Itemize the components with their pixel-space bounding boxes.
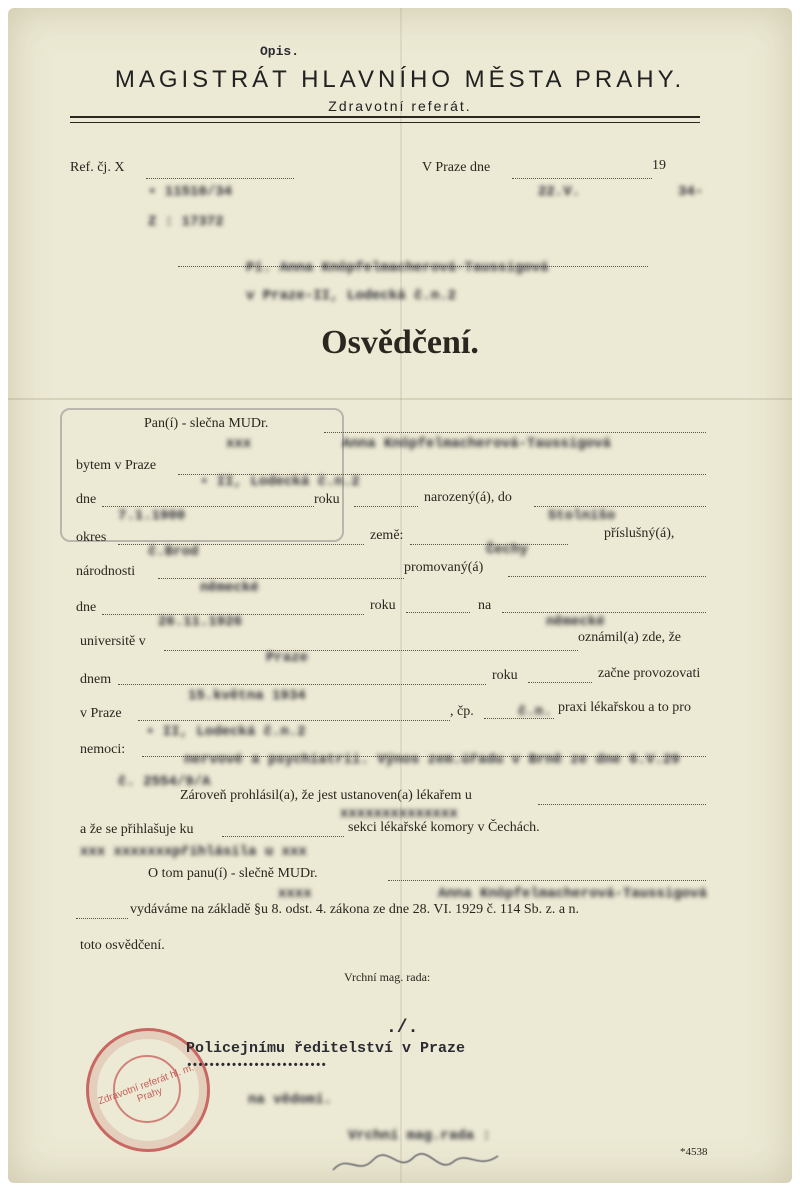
- praxi-label: praxi lékařskou a to pro: [558, 700, 691, 715]
- zeme-value: Čechy: [486, 542, 529, 558]
- narozeny-dots: [534, 506, 706, 507]
- oznamil-label: oznámil(a) zde, že: [578, 630, 681, 645]
- promotion-date: 26.11.1926: [158, 614, 243, 630]
- practice-address: • II, Lodecká č.n.2: [146, 724, 306, 740]
- office-title: MAGISTRÁT HLAVNÍHO MĚSTA PRAHY.: [114, 66, 686, 93]
- diseases-cont: č. 2554/9/A: [118, 774, 211, 790]
- dne-label: dne: [76, 492, 97, 507]
- narodnosti-dots: [158, 578, 404, 579]
- cp-value: č.n.: [518, 704, 552, 720]
- na-vedomi: na vědomí.: [248, 1092, 333, 1108]
- sign-label: Vrchní mag. rada:: [344, 970, 431, 984]
- zeme-label: země:: [370, 528, 404, 543]
- na-dots: [502, 612, 706, 613]
- address-value: • II, Lodecká č.n.2: [200, 474, 360, 490]
- section-value: xxxxxxxxxxxxxx: [340, 806, 458, 822]
- police-line: Policejnímu ředitelství v Praze: [186, 1040, 466, 1057]
- police-dots: •••••••••••••••••••••••••: [186, 1060, 327, 1072]
- year-value: 34-: [678, 184, 704, 200]
- ref-number: • 11510/34: [148, 184, 233, 200]
- ref-dots: [146, 178, 294, 179]
- otom-prefix: xxxx: [278, 886, 312, 902]
- place-date-label: V Praze dne: [422, 160, 491, 175]
- department-name: Zdravotní referát.: [328, 98, 472, 114]
- zacne-label: začne provozovati: [598, 666, 701, 681]
- nationality-value: německé: [200, 580, 259, 596]
- vydavame-dots: [76, 918, 128, 919]
- university-city: Praze: [266, 650, 309, 666]
- sekci-label: sekci lékařské komory v Čechách.: [348, 820, 540, 835]
- vrchni-typed: Vrchní mag.rada :: [348, 1128, 491, 1144]
- roku-label: roku: [314, 492, 340, 507]
- roku-dots: [354, 506, 418, 507]
- pan-label: Pan(í) - slečna MUDr.: [144, 416, 269, 431]
- toto-label: toto osvědčení.: [80, 938, 165, 953]
- birth-place: Stolníšo: [548, 508, 616, 524]
- header-rule: [70, 116, 700, 118]
- narodnosti-label: národnosti: [76, 564, 136, 579]
- prislusny-label: příslušný(á),: [604, 526, 675, 541]
- name-value: Anna Knöpfelmacherová-Taussigová: [342, 436, 611, 452]
- birth-date: 7.1.1900: [118, 508, 186, 524]
- ref-sub: Z : 17372: [148, 214, 224, 230]
- fold-line-vertical: [400, 8, 402, 1183]
- vpraze-label: v Praze: [80, 706, 122, 721]
- otom-dots: [388, 880, 706, 881]
- promovany-label: promovaný(á): [404, 560, 484, 575]
- promovany-dots: [508, 576, 706, 577]
- vpraze-dots: [138, 720, 450, 721]
- document-number: *4538: [680, 1146, 708, 1158]
- na-label: na: [478, 598, 492, 613]
- zaroven-dots: [538, 804, 706, 805]
- cp-label: , čp.: [450, 704, 474, 719]
- dnem-label: dnem: [80, 672, 112, 687]
- name-prefix: xxx: [226, 436, 252, 452]
- date-value: 22.V.: [538, 184, 581, 200]
- bytem-label: bytem v Praze: [76, 458, 157, 473]
- addressee-line2: v Praze-II, Lodecká č.n.2: [246, 288, 457, 304]
- year-prefix: 19: [652, 158, 666, 173]
- nemoci-label: nemoci:: [80, 742, 126, 757]
- okres-value: č.Brod: [148, 544, 199, 560]
- stamp-text: Zdravotní referát hl. m. Prahy: [96, 1062, 196, 1108]
- prihlasuje-label: a že se přihlašuje ku: [80, 822, 194, 837]
- document-title: Osvědčení.: [321, 324, 479, 361]
- roku3-dots: [528, 682, 592, 683]
- zaroven-label: Zároveň prohlásil(a), že jest ustanoven(a) lékařem u: [180, 788, 472, 803]
- otom-label: O tom panu(í) - slečně MUDr.: [148, 866, 318, 881]
- section-cont: xxx xxxxxxxpřihlásila u xxx: [80, 844, 307, 860]
- prihlasuje-dots: [222, 836, 344, 837]
- header-rule-thin: [70, 122, 700, 123]
- otom-name: Anna Knöpfelmacherová-Taussigová: [438, 886, 707, 902]
- roku2-label: roku: [370, 598, 396, 613]
- addressee-line1: Pí. Anna Knöpfelmacherová-Taussigová: [246, 260, 549, 276]
- narozeny-label: narozený(á), do: [424, 490, 512, 505]
- universite-label: universitě v: [80, 634, 146, 649]
- university-lang: německé: [546, 614, 605, 630]
- vydavame-label: vydáváme na základě §u 8. odst. 4. zákona ze dne 28. VI. 1929 č. 114 Sb. z. a n.: [130, 902, 580, 917]
- sign-mark: ./.: [386, 1018, 419, 1038]
- roku3-label: roku: [492, 668, 518, 683]
- document-page: [8, 8, 792, 1183]
- copy-mark: Opis.: [260, 44, 300, 59]
- dnem-dots: [118, 684, 486, 685]
- pan-dots: [324, 432, 706, 433]
- handwritten-signature: [328, 1148, 508, 1178]
- roku2-dots: [406, 612, 470, 613]
- dne2-label: dne: [76, 600, 97, 615]
- start-date: 15.května 1934: [188, 688, 306, 704]
- ref-label: Ref. čj. X: [70, 160, 125, 175]
- okres-label: okres: [76, 530, 107, 545]
- dne-dots: [102, 506, 314, 507]
- date-dots: [512, 178, 652, 179]
- universite-dots: [164, 650, 578, 651]
- diseases-value: nervové a psychiatrii. Výnos zem.úřadu v Brně ze dne 6.V.29: [184, 752, 680, 768]
